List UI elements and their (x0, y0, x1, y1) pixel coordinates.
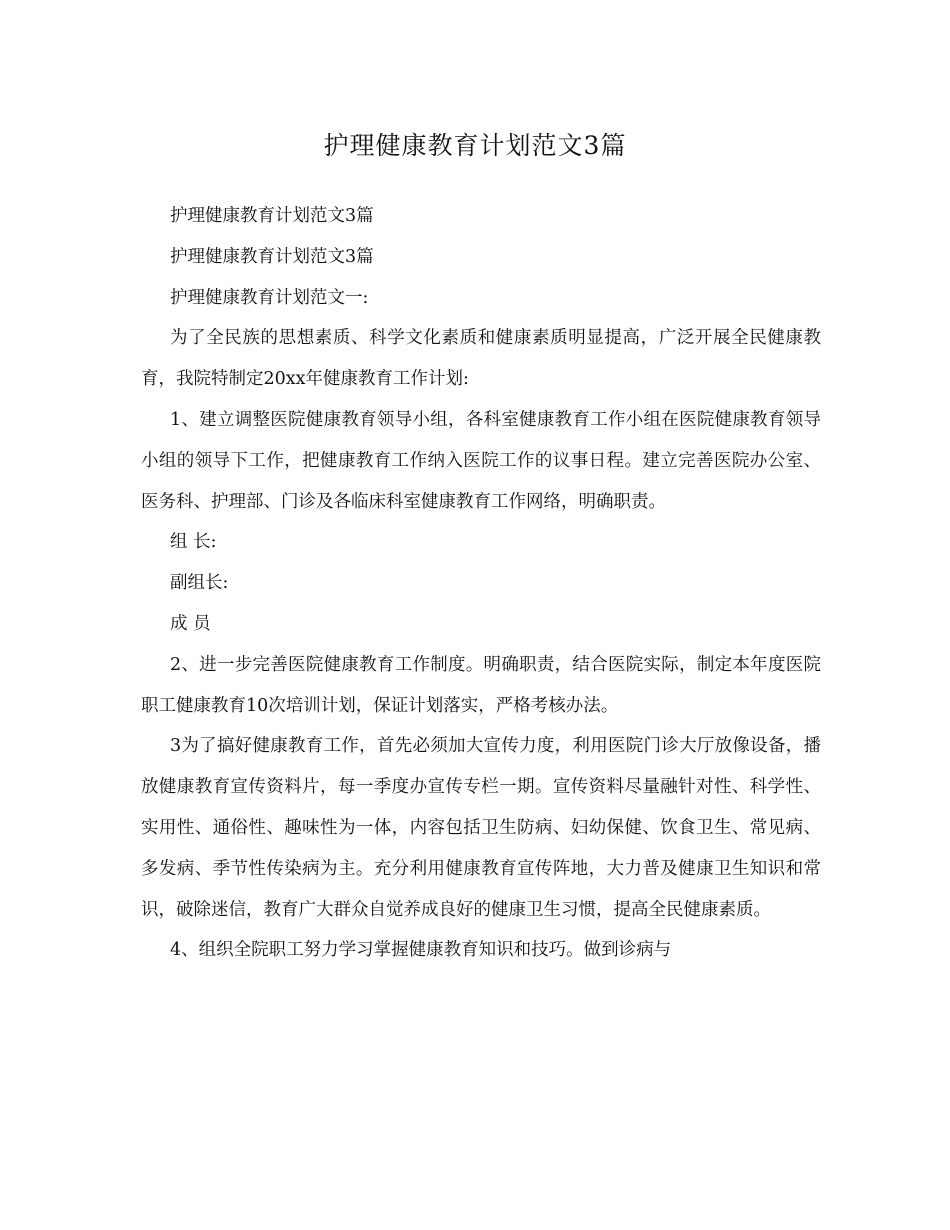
paragraph-subtitle-2: 护理健康教育计划范文3篇 (170, 246, 374, 267)
paragraph-intro: 为了全民族的思想素质、科学文化素质和健康素质明显提高，广泛开展全民健康教育，我院特制定20xx年健康教育工作计划: (141, 328, 821, 390)
document-body (141, 196, 821, 971)
paragraph-members: 成 员 (170, 613, 211, 634)
document-title: 护理健康教育计划范文3篇 (323, 131, 627, 160)
paragraph-deputy-leader: 副组长: (170, 573, 229, 594)
paragraph-subtitle-1: 护理健康教育计划范文3篇 (170, 206, 374, 226)
paragraph-item-3: 3为了搞好健康教育工作，首先必须加大宣传力度，利用医院门诊大厅放像设备，播放健康教育宣传资料片，每一季度办宣传专栏一期。宣传资料尽量融针对性、科学性、实用性、通俗性、趣味性为一体，内容包括卫生防病、妇幼保健、饮食卫生、常见病、多发病、季节性传染病为主。充分利用健康教育宣传阵地，大力普及健康卫生知识和常识，破除迷信，教育广大群众自觉养成良好的健康卫生习惯，提高全民健康素质。 (141, 736, 821, 920)
paragraph-item-2: 2、进一步完善医院健康教育工作制度。明确职责，结合医院实际，制定本年度医院职工健康教育10次培训计划，保证计划落实，严格考核办法。 (141, 654, 821, 716)
paragraph-item-1: 1、建立调整医院健康教育领导小组，各科室健康教育工作小组在医院健康教育领导小组的领导下工作，把健康教育工作纳入医院工作的议事日程。建立完善医院办公室、医务科、护理部、门诊及各临床科室健康教育工作网络，明确职责。 (141, 409, 821, 512)
paragraph-section-heading: 护理健康教育计划范文一: (170, 287, 369, 308)
paragraph-item-4: 4、组织全院职工努力学习掌握健康教育知识和技巧。做到诊病与 (170, 940, 672, 961)
paragraph-group-leader: 组 长: (170, 532, 217, 553)
